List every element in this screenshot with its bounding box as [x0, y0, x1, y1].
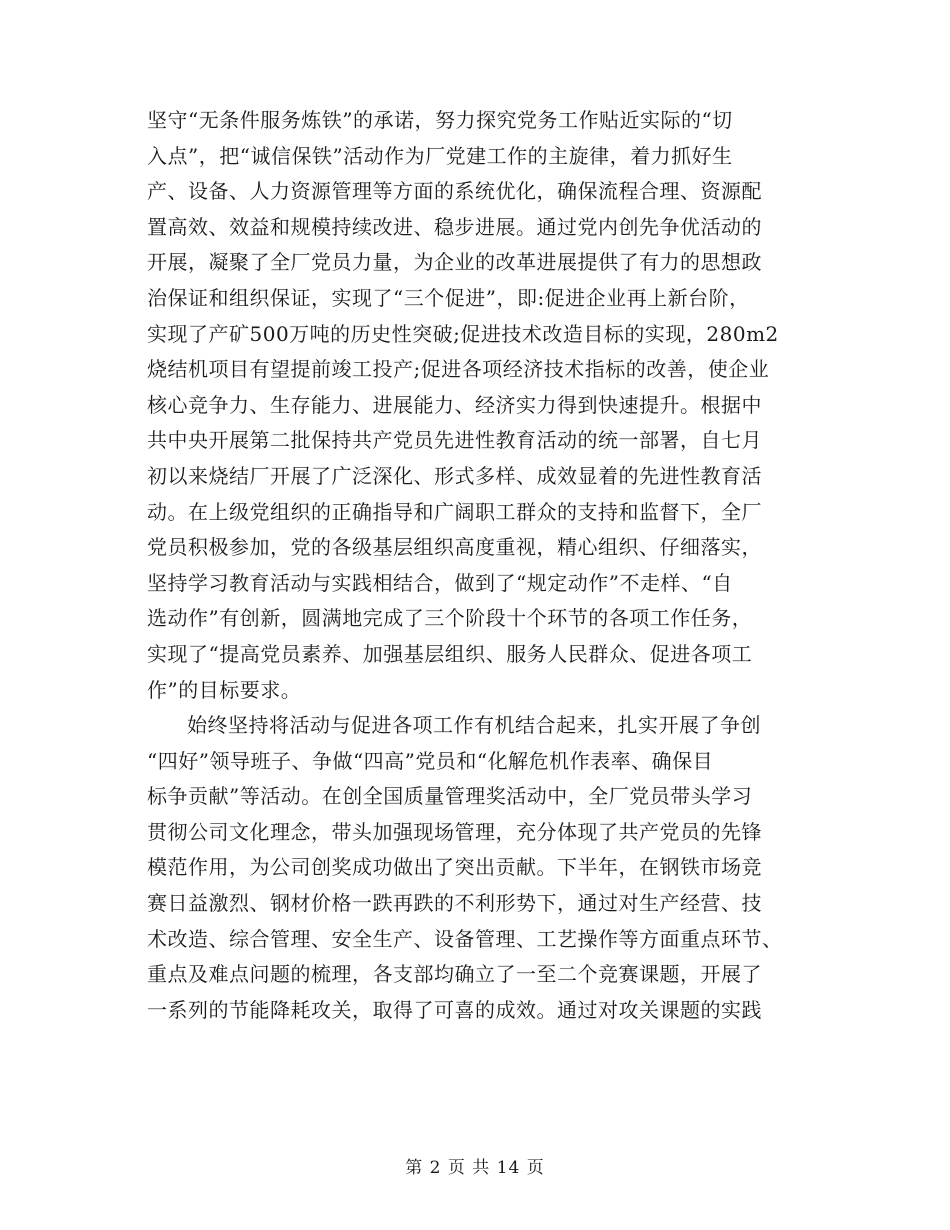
page-footer: 第 2 页 共 14 页 — [405, 1158, 545, 1178]
document-body — [147, 103, 807, 1028]
text-line: 重点及难点问题的梳理，各支部均确立了一至二个竞赛课题，开展了 — [147, 962, 762, 987]
text-line: 烧结机项目有望提前竣工投产;促进各项经济技术指标的改善，使企业 — [147, 357, 770, 382]
text-line: 党员积极参加，党的各级基层组织高度重视，精心组织、仔细落实， — [147, 535, 762, 560]
text-line: 模范作用，为公司创奖成功做出了突出贡献。下半年，在钢铁市场竞 — [147, 855, 762, 880]
text-line: 一系列的节能降耗攻关，取得了可喜的成效。通过对攻关课题的实践 — [147, 997, 762, 1022]
text-line: 开展，凝聚了全厂党员力量，为企业的改革进展提供了有力的思想政 — [147, 250, 762, 275]
text-line: 赛日益激烈、钢材价格一跌再跌的不利形势下，通过对生产经营、技 — [147, 891, 762, 916]
text-line: 动。在上级党组织的正确指导和广阔职工群众的支持和监督下，全厂 — [147, 499, 762, 524]
text-line: “四好”领导班子、争做“四高”党员和“化解危机作表率、确保目 — [147, 748, 714, 773]
text-line: 实现了产矿500万吨的历史性突破;促进技术改造目标的实现，280m2 — [147, 321, 779, 346]
paragraph-1 — [147, 103, 807, 708]
text-line: 坚守“无条件服务炼铁”的承诺，努力探究党务工作贴近实际的“切 — [147, 108, 733, 132]
text-line: 核心竞争力、生存能力、进展能力、经济实力得到快速提升。根据中 — [147, 392, 762, 417]
text-line: 作”的目标要求。 — [147, 677, 302, 702]
text-line: 始终坚持将活动与促进各项工作有机结合起来，扎实开展了争创 — [187, 713, 761, 738]
paragraph-2 — [147, 708, 807, 1028]
text-line: 初以来烧结厂开展了广泛深化、形式多样、成效显着的先进性教育活 — [147, 463, 762, 488]
text-line: 术改造、综合管理、安全生产、设备管理、工艺操作等方面重点环节、 — [147, 926, 783, 951]
text-line: 选动作”有创新，圆满地完成了三个阶段十个环节的各项工作任务， — [147, 606, 753, 631]
text-line: 标争贡献”等活动。在创全国质量管理奖活动中，全厂党员带头学习 — [147, 784, 753, 809]
text-line: 产、设备、人力资源管理等方面的系统优化，确保流程合理、资源配 — [147, 179, 762, 204]
text-line: 治保证和组织保证，实现了“三个促进”，即:促进企业再上新台阶， — [147, 285, 750, 310]
text-line: 贯彻公司文化理念，带头加强现场管理，充分体现了共产党员的先锋 — [147, 819, 762, 844]
text-line: 入点”，把“诚信保铁”活动作为厂党建工作的主旋律，着力抓好生 — [147, 143, 733, 168]
text-line: 置高效、效益和规模持续改进、稳步进展。通过党内创先争优活动的 — [147, 214, 762, 239]
text-line: 坚持学习教育活动与实践相结合，做到了“规定动作”不走样、“自 — [147, 570, 733, 595]
text-line: 共中央开展第二批保持共产党员先进性教育活动的统一部署，自七月 — [147, 428, 762, 453]
text-line: 实现了“提高党员素养、加强基层组织、服务人民群众、促进各项工 — [147, 641, 753, 666]
